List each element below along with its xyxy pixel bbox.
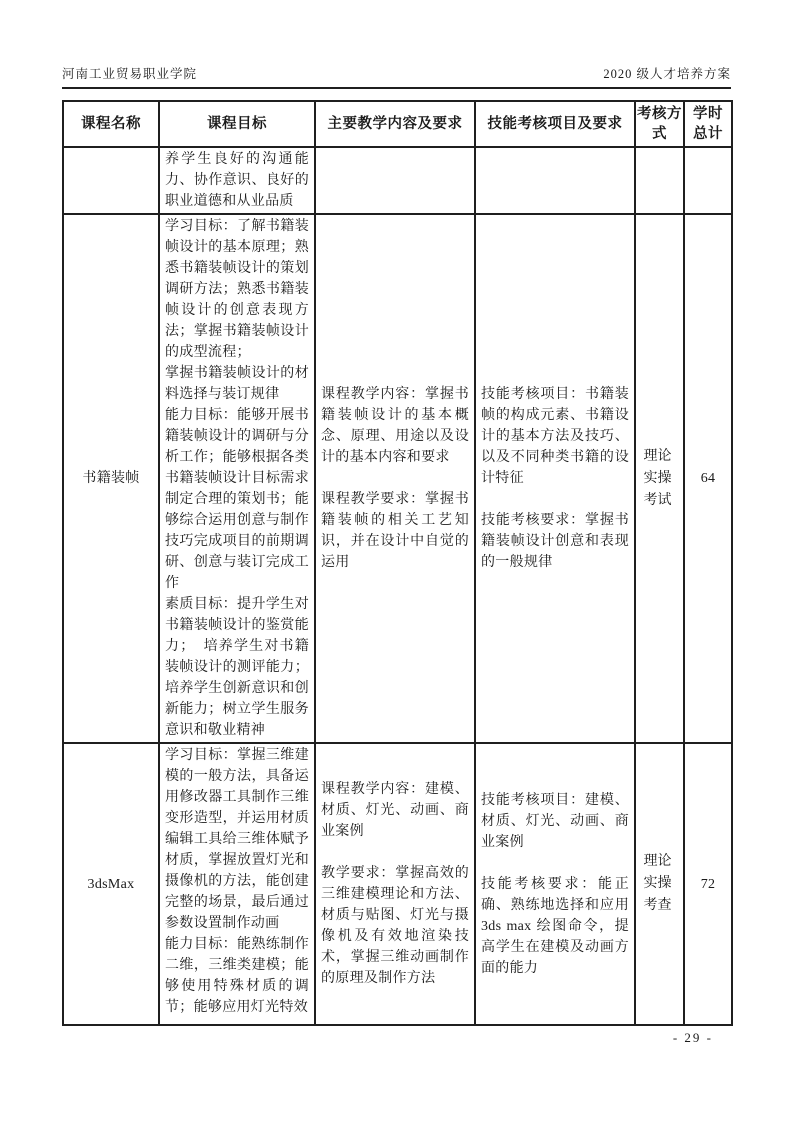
objectives-paragraph: 学习目标：掌握三维建模的一般方法，具备运用修改器工具制作三维变形造型，并运用材质编辑工具给三维体赋予材质，掌握放置灯光和摄像机的方法，能创建完整的场景，最后通过参数设置制作动画 <box>165 748 309 931</box>
content-cell <box>315 743 475 1025</box>
col-header-objectives: 课程目标 <box>159 101 315 147</box>
content-cell <box>315 214 475 743</box>
method-text: 理论实操考试 <box>643 448 672 508</box>
content-paragraph: 课程教学要求：掌握书籍装帧的相关工艺知识，并在设计中自觉的运用 <box>321 492 469 570</box>
assessment-cell <box>475 214 635 743</box>
content-paragraph: 教学要求：掌握高效的三维建模理论和方法、材质与贴图、灯光与摄像机及有效地渲染技术，掌握三维动画制作的原理及制作方法 <box>321 866 469 986</box>
col-header-hours: 学时总计 <box>684 101 732 147</box>
objectives-paragraph: 能力目标：能够开展书籍装帧设计的调研与分析工作；能够根据各类书籍装帧设计目标需求制定合理的策划书；能够综合运用创意与制作技巧完成项目的前期调研、创意与装订完成工作 <box>165 408 309 591</box>
course-name-cell: 书籍装帧 <box>63 214 159 743</box>
objectives-cell <box>159 214 315 743</box>
objectives-paragraph: 养学生良好的沟通能力、协作意识、良好的职业道德和从业品质 <box>165 152 309 209</box>
course-table <box>62 100 733 1026</box>
page-header <box>62 64 731 89</box>
table-header-row <box>63 101 732 147</box>
table-row-continuation <box>63 147 732 214</box>
assessment-paragraph: 技能考核要求：掌握书籍装帧设计创意和表现的一般规律 <box>481 513 629 570</box>
assessment-paragraph: 技能考核项目：书籍装帧的构成元素、书籍设计的基本方法及技巧、以及不同种类书籍的设计特征 <box>481 387 629 486</box>
assessment-cell <box>475 147 635 214</box>
assessment-cell <box>475 743 635 1025</box>
assessment-paragraph: 技能考核要求：能正确、熟练地选择和应用 3ds max 绘图命令，提高学生在建模及动画方面的能力 <box>481 876 629 976</box>
objectives-paragraph: 学习目标：了解书籍装帧设计的基本原理；熟悉书籍装帧设计的策划调研方法；熟悉书籍装帧设计的创意表现方法；掌握书籍装帧设计的成型流程； <box>165 219 309 360</box>
col-header-content: 主要教学内容及要求 <box>315 101 475 147</box>
header-doc-title: 2020 级人才培养方案 <box>603 67 731 81</box>
table-row-book-design <box>63 214 732 743</box>
objectives-paragraph: 能力目标：能熟练制作二维，三维类建模；能够使用特殊材质的调节；能够应用灯光特效 <box>165 937 309 1015</box>
col-header-assessment: 技能考核项目及要求 <box>475 101 635 147</box>
table-row-3dsmax <box>63 743 732 1025</box>
content-cell <box>315 147 475 214</box>
method-cell <box>635 214 684 743</box>
method-text: 理论实操考查 <box>643 854 672 913</box>
assessment-paragraph: 技能考核项目：建模、材质、灯光、动画、商业案例 <box>481 792 629 850</box>
col-header-method: 考核方式 <box>635 101 684 147</box>
course-name-cell: 3dsMax <box>63 743 159 1025</box>
content-paragraph: 课程教学内容：掌握书籍装帧设计的基本概念、原理、用途以及设计的基本内容和要求 <box>321 387 469 465</box>
header-school-name: 河南工业贸易职业学院 <box>62 67 198 81</box>
method-cell <box>635 147 684 214</box>
objectives-cell <box>159 743 315 1025</box>
objectives-paragraph: 素质目标：提升学生对书籍装帧设计的鉴赏能力； 培养学生对书籍装帧设计的测评能力；培养学生创新意识和创新能力；树立学生服务意识和敬业精神 <box>165 597 309 738</box>
objectives-paragraph: 掌握书籍装帧设计的材料选择与装订规律 <box>165 366 309 402</box>
content-paragraph: 课程教学内容：建模、材质、灯光、动画、商业案例 <box>321 782 469 839</box>
hours-cell: 72 <box>684 743 732 1025</box>
hours-cell: 64 <box>684 214 732 743</box>
course-name-cell <box>63 147 159 214</box>
hours-cell <box>684 147 732 214</box>
col-header-course-name: 课程名称 <box>63 101 159 147</box>
objectives-cell <box>159 147 315 214</box>
page-number: - 29 - <box>672 1030 713 1045</box>
method-cell <box>635 743 684 1025</box>
